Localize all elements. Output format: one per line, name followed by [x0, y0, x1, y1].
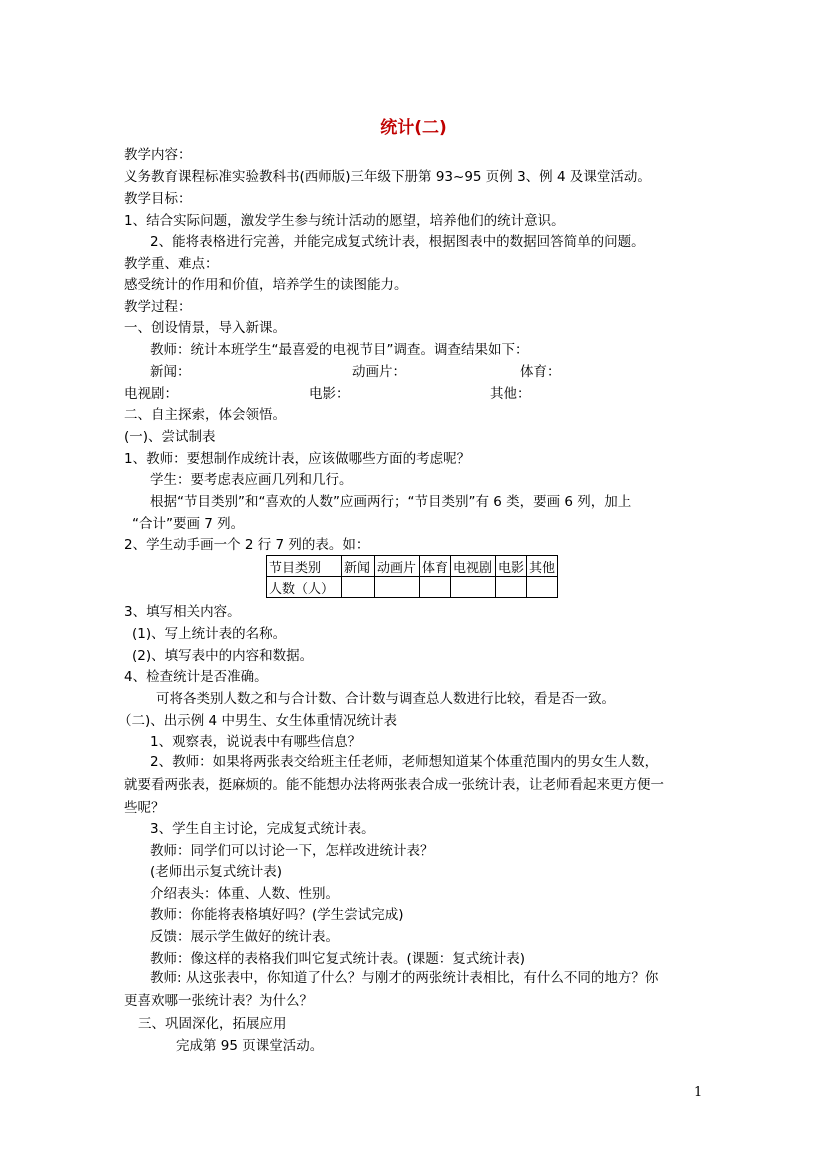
feedback-text: 反馈：展示学生做好的统计表。 — [150, 929, 339, 945]
table-cell — [420, 577, 451, 598]
paragraph-line: 更喜欢哪一张统计表？为什么？ — [124, 993, 313, 1009]
goal-1: 1、结合实际问题，激发学生参与统计活动的愿望，培养他们的统计意识。 — [124, 213, 565, 229]
survey-table — [266, 555, 558, 598]
fill-step-1: (1)、写上统计表的名称。 — [132, 626, 287, 642]
table-header-cell: 动画片 — [375, 556, 420, 577]
content-text: 义务教育课程标准实验教科书(西师版)三年级下册第 93~95 页例 3、例 4 及课堂活动。 — [124, 169, 651, 185]
document-title: 统计(二) — [380, 118, 447, 138]
key-points-text: 感受统计的作用和价值，培养学生的读图能力。 — [124, 277, 408, 293]
paragraph-line: 2、教师：如果将两张表交给班主任老师，老师想知道某个体重范围内的男女生人数， — [150, 754, 659, 770]
teacher-improve-question: 教师：同学们可以讨论一下，怎样改进统计表？ — [150, 843, 434, 859]
step-3-heading: 三、巩固深化，拓展应用 — [138, 1016, 287, 1032]
table-cell — [527, 577, 558, 598]
show-compound-table: (老师出示复式统计表) — [150, 864, 283, 880]
table-reasoning-cont: “合计”要画 7 列。 — [132, 516, 245, 532]
survey-movie: 电影： — [309, 386, 350, 402]
subsection-2-heading: （二)、出示例 4 中男生、女生体重情况统计表 — [118, 713, 397, 729]
table-header-cell: 电视剧 — [451, 556, 496, 577]
compound-table-definition: 教师：像这样的表格我们叫它复式统计表。(课题：复式统计表) — [150, 951, 526, 967]
paragraph-line: 些呢？ — [124, 800, 165, 816]
paragraph-line: 就要看两张表，挺麻烦的。能不能想办法将两张表合成一张统计表，让老师看起来更方便一 — [124, 777, 664, 793]
section-heading-key-points: 教学重、难点： — [124, 256, 219, 272]
table-header-cell: 节目类别 — [267, 556, 342, 577]
page-number: 1 — [694, 1085, 703, 1100]
practice-text: 完成第 95 页课堂活动。 — [176, 1038, 324, 1054]
table-cell — [451, 577, 496, 598]
observe-question: 1、观察表，说说表中有哪些信息？ — [150, 734, 362, 750]
table-cell — [375, 577, 420, 598]
section-heading-goals: 教学目标： — [124, 191, 192, 207]
survey-cartoon: 动画片： — [352, 364, 406, 380]
teacher-survey-text: 教师：统计本班学生“最喜爱的电视节目”调查。调查结果如下： — [150, 342, 529, 358]
survey-other: 其他： — [490, 386, 531, 402]
table-data-row — [267, 577, 558, 598]
student-answer: 学生：要考虑表应画几列和几行。 — [150, 472, 353, 488]
survey-news: 新闻： — [150, 364, 191, 380]
section-heading-process: 教学过程： — [124, 299, 192, 315]
fill-step-2: (2)、填写表中的内容和数据。 — [132, 648, 314, 664]
table-row-label: 人数（人） — [267, 577, 342, 598]
subsection-1-heading: (一)、尝试制表 — [124, 429, 216, 445]
teacher-fill-question: 教师：你能将表格填好吗？(学生尝试完成) — [150, 907, 404, 923]
goal-2: 2、能将表格进行完善，并能完成复式统计表，根据图表中的数据回答简单的问题。 — [150, 234, 645, 250]
fill-content-heading: 3、填写相关内容。 — [124, 604, 241, 620]
table-cell — [496, 577, 527, 598]
step-1-heading: 一、创设情景，导入新课。 — [124, 320, 286, 336]
teacher-compare-paragraph — [124, 967, 704, 1013]
table-header-intro: 介绍表头：体重、人数、性别。 — [150, 886, 339, 902]
table-header-row — [267, 556, 558, 577]
table-header-cell: 其他 — [527, 556, 558, 577]
survey-tv-drama: 电视剧： — [124, 386, 178, 402]
table-header-cell: 体育 — [420, 556, 451, 577]
teacher-question: 1、教师：要想制作成统计表，应该做哪些方面的考虑呢？ — [124, 451, 471, 467]
check-heading: 4、检查统计是否准确。 — [124, 669, 268, 685]
check-text: 可将各类别人数之和与合计数、合计数与调查总人数进行比较，看是否一致。 — [156, 691, 615, 707]
table-header-cell: 新闻 — [342, 556, 375, 577]
table-reasoning: 根据“节目类别”和“喜欢的人数”应画两行；“节目类别”有 6 类，要画 6 列，加上 — [150, 494, 632, 510]
section-heading-content: 教学内容： — [124, 147, 192, 163]
survey-sports: 体育： — [520, 364, 561, 380]
draw-table-instruction: 2、学生动手画一个 2 行 7 列的表。如： — [124, 537, 370, 553]
table-cell — [342, 577, 375, 598]
discussion-step: 3、学生自主讨论，完成复式统计表。 — [150, 821, 375, 837]
table-header-cell: 电影 — [496, 556, 527, 577]
teacher-merge-paragraph — [124, 751, 704, 820]
paragraph-line: 教师: 从这张表中，你知道了什么？与刚才的两张统计表相比，有什么不同的地方？你 — [150, 970, 659, 986]
step-2-heading: 二、自主探索，体会领悟。 — [124, 407, 286, 423]
